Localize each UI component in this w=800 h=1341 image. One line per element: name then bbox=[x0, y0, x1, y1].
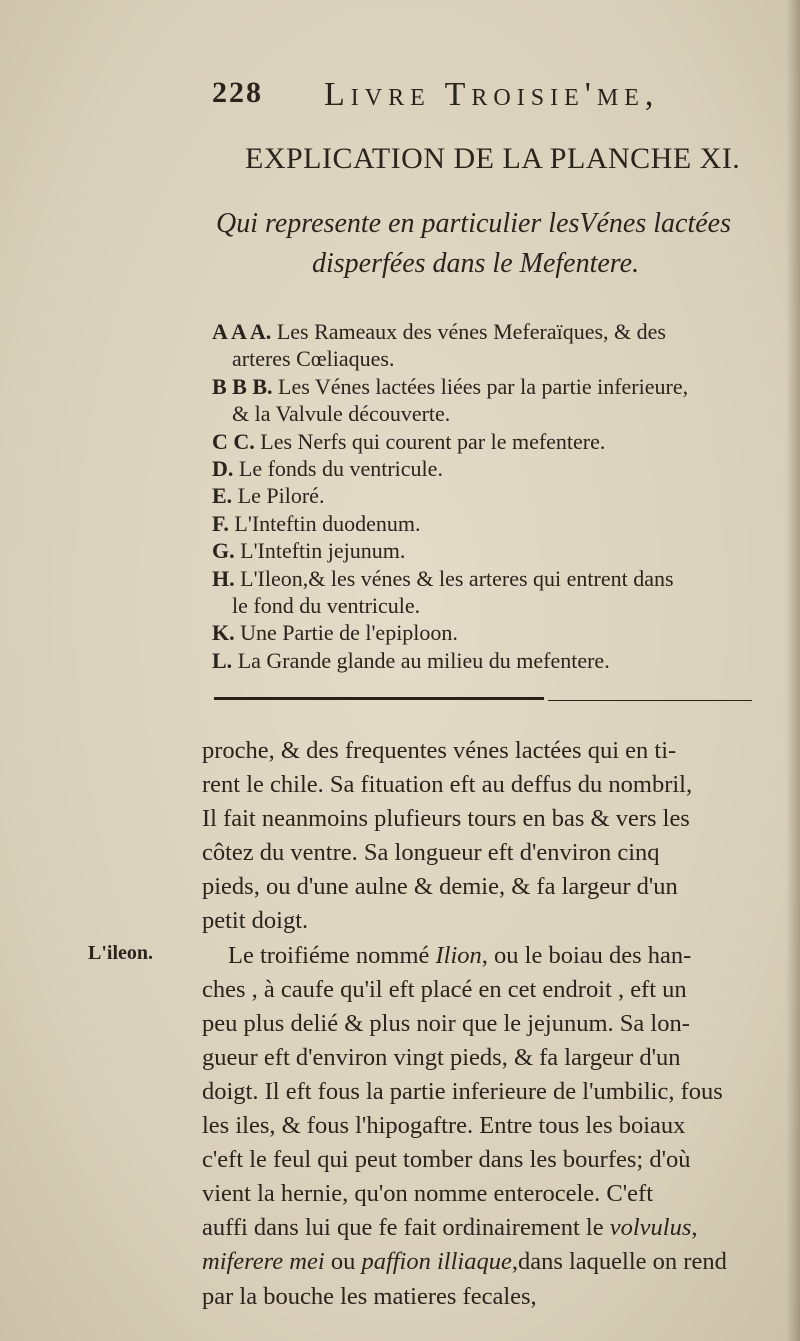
body-italic-term: Ilion bbox=[435, 941, 482, 969]
body-line: petit doigt. bbox=[202, 907, 309, 935]
legend-text: Les Rameaux des vénes Meferaïques, & des bbox=[276, 319, 666, 344]
plate-subtitle-line1: Qui represente en particulier lesVénes lactées bbox=[216, 208, 731, 239]
page-number: 228 bbox=[212, 76, 263, 109]
plate-subtitle-line2: disperfées dans le Mefentere. bbox=[312, 248, 640, 279]
body-italic-term: volvulus bbox=[609, 1214, 692, 1242]
legend-item bbox=[212, 373, 782, 400]
body-line: Il fait neanmoins plufieurs tours en bas & vers les bbox=[202, 805, 690, 833]
legend-text: Une Partie de l'epiploon. bbox=[240, 620, 458, 646]
legend-item-continuation: arteres Cœliaques. bbox=[232, 346, 395, 372]
margin-note: L'ileon. bbox=[88, 942, 154, 964]
legend-key: K. bbox=[212, 620, 235, 646]
plate-title: EXPLICATION DE LA PLANCHE XI. bbox=[245, 142, 741, 175]
body-line: peu plus delié & plus noir que le jejunum. Sa lon- bbox=[202, 1009, 690, 1037]
body-line: ches , à caufe qu'il eft placé en cet endroit , eft un bbox=[202, 975, 687, 1003]
legend-text: Les Vénes lactées liées par la partie inferieure, bbox=[278, 373, 689, 399]
body-line: c'eft le feul qui peut tomber dans les bourfes; d'où bbox=[202, 1146, 691, 1174]
legend-text: L'Inteftin duodenum. bbox=[234, 510, 421, 536]
body-text-span: Le troifiéme nommé bbox=[228, 941, 436, 969]
body-line bbox=[202, 1211, 782, 1245]
legend-item bbox=[212, 565, 782, 592]
section-divider-thick bbox=[214, 697, 544, 700]
page-edge-shadow bbox=[786, 0, 800, 1341]
body-line bbox=[202, 939, 782, 973]
body-text-span: ou bbox=[324, 1248, 362, 1276]
legend-item bbox=[212, 537, 782, 564]
legend-text: Les Nerfs qui courent par le mefentere. bbox=[260, 428, 606, 454]
body-text-span: auffi dans lui que fe fait ordinairement le bbox=[202, 1214, 610, 1242]
body-text-span: , ou le boiau des han- bbox=[481, 941, 692, 969]
legend-item bbox=[212, 510, 782, 537]
body-line: par la bouche les matieres fecales, bbox=[202, 1282, 537, 1310]
body-italic-term: miferere mei bbox=[202, 1248, 325, 1276]
body-line: proche, & des frequentes vénes lactées qui en ti- bbox=[202, 737, 677, 764]
body-text-span: ,dans laquelle on rend bbox=[511, 1248, 727, 1276]
legend-key: L. bbox=[212, 647, 233, 673]
body-text bbox=[202, 734, 782, 1314]
legend-key: E. bbox=[212, 483, 233, 509]
legend-key: G. bbox=[212, 538, 235, 564]
legend-item bbox=[212, 318, 782, 345]
legend-key: B B B. bbox=[212, 373, 273, 399]
plate-legend bbox=[212, 318, 782, 674]
legend-key: F. bbox=[212, 510, 229, 536]
legend-item bbox=[212, 619, 782, 646]
legend-key: H. bbox=[212, 565, 235, 591]
running-header bbox=[212, 76, 772, 120]
legend-key: C C. bbox=[212, 428, 255, 454]
legend-text: Le Piloré. bbox=[237, 483, 325, 509]
legend-key: D. bbox=[212, 456, 234, 482]
running-title: Livre Troisie'me, bbox=[324, 76, 660, 113]
body-line bbox=[202, 1245, 782, 1279]
body-line: gueur eft d'environ vingt pieds, & fa largeur d'un bbox=[202, 1043, 681, 1071]
legend-item bbox=[212, 482, 782, 509]
body-line: vient la hernie, qu'on nomme enterocele. C'eft bbox=[202, 1180, 654, 1208]
body-text-span: , bbox=[691, 1214, 698, 1242]
body-line: côtez du ventre. Sa longueur eft d'environ cinq bbox=[202, 839, 660, 867]
body-line: les iles, & fous l'hipogaftre. Entre tous les boiaux bbox=[202, 1112, 686, 1140]
body-line: rent le chile. Sa fituation eft au deffus du nombril, bbox=[202, 771, 693, 799]
legend-text: La Grande glande au milieu du mefentere. bbox=[237, 647, 610, 673]
legend-item bbox=[212, 647, 782, 674]
body-line: pieds, ou d'une aulne & demie, & fa largeur d'un bbox=[202, 873, 678, 901]
body-italic-term: paffion illiaque bbox=[361, 1248, 512, 1276]
legend-item bbox=[212, 455, 782, 482]
section-divider-thin bbox=[548, 700, 752, 701]
legend-item bbox=[212, 428, 782, 455]
body-line: doigt. Il eft fous la partie inferieure de l'umbilic, fous bbox=[202, 1077, 723, 1105]
legend-text: Le fonds du ventricule. bbox=[238, 456, 443, 482]
legend-text: L'Inteftin jejunum. bbox=[240, 538, 406, 564]
legend-key: A A A. bbox=[212, 319, 272, 344]
legend-text: L'Ileon,& les vénes & les arteres qui entrent dans bbox=[240, 565, 674, 591]
legend-item-continuation: & la Valvule découverte. bbox=[232, 401, 451, 427]
legend-item-continuation: le fond du ventricule. bbox=[232, 593, 421, 619]
